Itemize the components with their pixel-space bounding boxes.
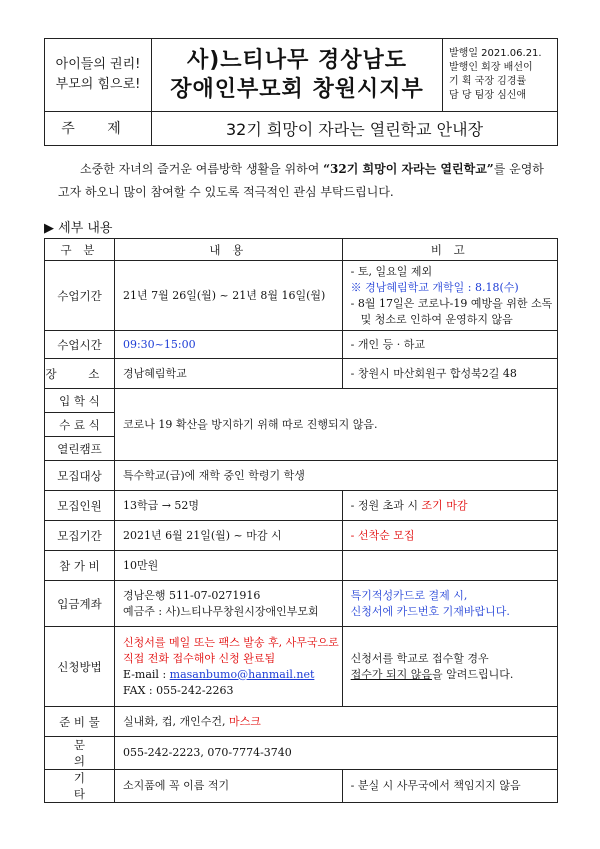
account-bank: 경남은행 511-07-0271916 <box>122 588 261 602</box>
publish-date: 발행일 2021.06.21. <box>449 47 542 59</box>
header-content: 내 용 <box>114 239 342 261</box>
apply-remark-after: 을 알려드립니다. <box>432 667 514 681</box>
intro-highlight: “32기 희망이 자라는 열린학교” <box>323 162 494 176</box>
period-remark-2: ※ 경남혜림학교 개학일 : 8.18(수) <box>350 280 519 294</box>
entrance-label: 입 학 식 <box>45 389 115 413</box>
place-content: 경남혜림학교 <box>114 359 342 389</box>
period-remark-1: - 토, 일요일 제외 <box>350 264 433 278</box>
apply-remark <box>342 627 557 707</box>
supplies-content <box>114 707 557 737</box>
subject-text: 32기 희망이 자라는 열린학교 안내장 <box>152 111 558 145</box>
period-content: 21년 7월 26일(월) ~ 21년 8월 16일(월) <box>114 261 342 331</box>
quota-remark-red: 조기 마감 <box>421 498 468 512</box>
time-label: 수업시간 <box>45 331 115 359</box>
header-category: 구 분 <box>45 239 115 261</box>
table-row <box>45 359 558 389</box>
header-remark: 비 고 <box>342 239 557 261</box>
table-row <box>45 627 558 707</box>
apply-email-label: E-mail : <box>122 667 170 681</box>
slogan-line-1: 아이들의 권리! <box>55 56 141 72</box>
account-remark-1: 특기적성카드로 결제 시, <box>350 588 468 602</box>
account-remark-2: 신청서에 카드번호 기재바랍니다. <box>350 604 510 618</box>
table-row <box>45 461 558 491</box>
slogan-line-2: 부모의 힘으로! <box>55 76 141 92</box>
etc-label: 기 타 <box>45 770 115 803</box>
table-row <box>45 389 558 413</box>
recruit-content: 2021년 6월 21일(월) ~ 마감 시 <box>114 521 342 551</box>
apply-email-line <box>123 667 342 683</box>
quota-content: 13학급 → 52명 <box>114 491 342 521</box>
table-row <box>45 770 558 803</box>
apply-label: 신청방법 <box>45 627 115 707</box>
contact-label: 문 의 <box>45 737 115 770</box>
intro-before: 소중한 자녀의 즐거운 여름방학 생활을 위하여 <box>80 162 324 176</box>
period-label: 수업기간 <box>45 261 115 331</box>
org-name-line-1: 사)느티나무 경상남도 <box>187 47 407 73</box>
table-row <box>45 331 558 359</box>
etc-content: 소지품에 꼭 이름 적기 <box>114 770 342 803</box>
subject-label: 주 제 <box>45 111 152 145</box>
quota-label: 모집인원 <box>45 491 115 521</box>
camp-label: 열린캠프 <box>45 437 115 461</box>
target-content: 특수학교(급)에 재학 중인 학령기 학생 <box>114 461 557 491</box>
supplies-text: 실내화, 컵, 개인수건, <box>122 714 229 728</box>
account-remark <box>342 581 557 627</box>
time-remark: - 개인 등 · 하교 <box>342 331 557 359</box>
publish-info-cell <box>443 39 558 112</box>
planner: 기 획 국장 김경률 <box>449 75 527 87</box>
apply-remark-1: 신청서를 학교로 접수할 경우 <box>350 651 489 665</box>
table-row <box>45 581 558 627</box>
account-label: 입금계좌 <box>45 581 115 627</box>
apply-remark-2 <box>351 667 553 683</box>
org-name-line-2: 장애인부모회 창원시지부 <box>170 76 424 102</box>
publisher: 발행인 회장 배선이 <box>449 61 533 73</box>
fee-content: 10만원 <box>114 551 342 581</box>
table-row <box>45 491 558 521</box>
apply-instruction: 신청서를 메일 또는 팩스 발송 후, 사무국으로 직접 전화 접수해야 신청 완료됨 <box>122 635 339 665</box>
table-header-row <box>45 239 558 261</box>
header-table <box>44 38 558 146</box>
manager: 담 당 팀장 심신애 <box>449 89 527 101</box>
table-row <box>45 261 558 331</box>
intro-paragraph <box>58 158 554 204</box>
period-remark-3: - 8월 17일은 코로나-19 예방을 위한 소독 및 청소로 인하여 운영하지 않음 <box>350 296 553 326</box>
table-row <box>45 551 558 581</box>
target-label: 모집대상 <box>45 461 115 491</box>
place-remark: - 창원시 마산회원구 합성북2길 48 <box>342 359 557 389</box>
ceremony-content: 코로나 19 확산을 방지하기 위해 따로 진행되지 않음. <box>114 389 557 461</box>
supplies-mask: 마스크 <box>228 714 261 728</box>
recruit-remark: - 선착순 모집 <box>342 521 557 551</box>
fee-remark <box>342 551 557 581</box>
time-content: 09:30~15:00 <box>114 331 342 359</box>
apply-content <box>114 627 342 707</box>
etc-remark: - 분실 시 사무국에서 책임지지 않음 <box>342 770 557 803</box>
recruit-label: 모집기간 <box>45 521 115 551</box>
detail-table <box>44 238 558 803</box>
slogan-cell <box>45 39 152 112</box>
place-label: 장 소 <box>45 359 115 389</box>
account-content <box>114 581 342 627</box>
quota-remark-text: - 정원 초과 시 <box>350 498 422 512</box>
account-holder: 예금주 : 사)느티나무창원시장애인부모회 <box>122 604 319 618</box>
table-row <box>45 521 558 551</box>
quota-remark <box>342 491 557 521</box>
fee-label: 참 가 비 <box>45 551 115 581</box>
table-row <box>45 707 558 737</box>
period-remark <box>342 261 557 331</box>
supplies-label: 준 비 물 <box>45 707 115 737</box>
apply-email-link[interactable]: masanbumo@hanmail.net <box>169 667 315 681</box>
graduation-label: 수 료 식 <box>45 413 115 437</box>
org-name-cell <box>152 39 443 112</box>
apply-remark-underline: 접수가 되지 않음 <box>350 667 433 681</box>
apply-fax: FAX : 055-242-2263 <box>122 683 234 697</box>
intro-after: 를 운영하고자 하오니 많이 참여할 수 있도록 적극적인 관심 부탁드립니다. <box>58 162 544 199</box>
contact-content: 055-242-2223, 070-7774-3740 <box>114 737 557 770</box>
section-title: ▶ 세부 내용 <box>44 221 113 236</box>
table-row <box>45 737 558 770</box>
